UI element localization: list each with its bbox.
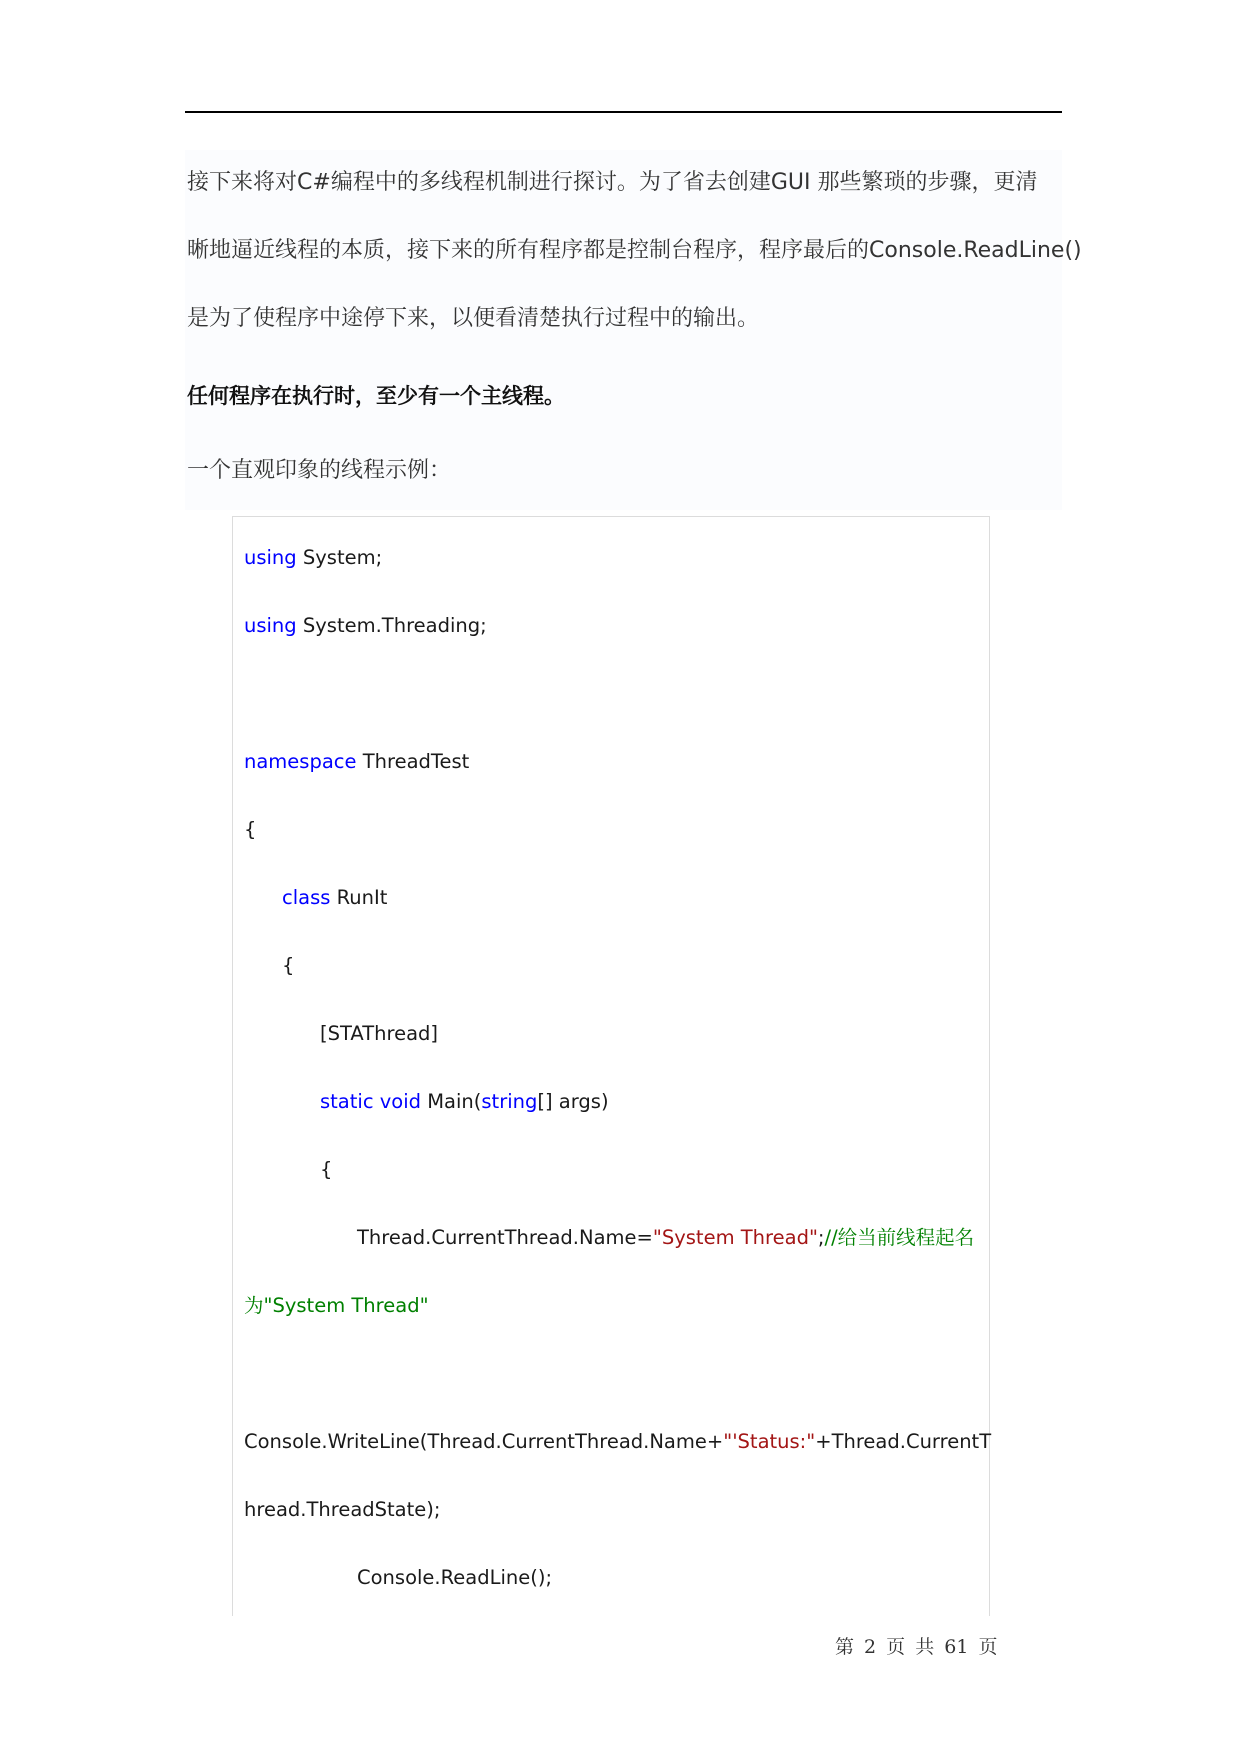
- code-comment-text: //: [824, 1226, 838, 1249]
- code-string: "'Status:": [723, 1430, 816, 1453]
- code-text: +Thread.CurrentT: [815, 1430, 992, 1453]
- intro-text-latin: C#: [297, 170, 331, 195]
- code-line-3: [244, 748, 469, 776]
- code-keyword: static: [320, 1090, 374, 1113]
- intro-line-2: [187, 236, 1082, 266]
- code-text: System.Threading;: [296, 614, 487, 637]
- code-text: Console.WriteLine(Thread.CurrentThread.Name+: [244, 1430, 724, 1453]
- code-text: [] args): [537, 1090, 609, 1113]
- code-string: "System Thread": [652, 1226, 818, 1249]
- code-line-13: hread.ThreadState);: [244, 1498, 441, 1521]
- code-text: RunIt: [330, 886, 388, 909]
- code-line-7: [STAThread]: [320, 1022, 438, 1045]
- code-line-10: [357, 1224, 974, 1252]
- code-keyword: namespace: [244, 750, 357, 773]
- header-rule: [185, 111, 1062, 113]
- code-comment: [244, 1294, 429, 1317]
- example-label: 一个直观印象的线程示例：: [187, 458, 452, 483]
- code-comment-text: "System Thread": [263, 1294, 429, 1317]
- code-line-2: [244, 612, 487, 640]
- intro-line-1: [187, 168, 1037, 198]
- code-comment-text: 为: [244, 1294, 264, 1317]
- code-text: Thread.CurrentThread.Name=: [357, 1226, 653, 1249]
- code-keyword: using: [244, 546, 297, 569]
- code-keyword: void: [379, 1090, 422, 1113]
- code-line-4: {: [244, 818, 257, 841]
- intro-line-3: 是为了使程序中途停下来，以便看清楚执行过程中的输出。: [187, 306, 760, 331]
- code-comment-text: 给当前线程起名: [837, 1226, 975, 1249]
- intro-text: 编程中的多线程机制进行探讨。为了省去创建: [330, 170, 771, 195]
- code-line-1: [244, 544, 382, 572]
- code-line-11: [244, 1292, 429, 1320]
- code-line-8: [320, 1088, 609, 1116]
- code-line-6: {: [282, 954, 295, 977]
- code-line-14: Console.ReadLine();: [357, 1566, 553, 1589]
- intro-text: 接下来将对: [187, 170, 298, 195]
- code-text: ThreadTest: [356, 750, 470, 773]
- intro-text: 晰地逼近线程的本质，接下来的所有程序都是控制台程序，程序最后的: [187, 238, 870, 263]
- intro-text-latin: GUI: [770, 170, 811, 195]
- intro-text: 那些繁琐的步骤，更清: [817, 170, 1038, 195]
- code-line-5: [282, 884, 387, 912]
- code-keyword: string: [481, 1090, 538, 1113]
- page-number: 第 2 页 共 61 页: [835, 1636, 998, 1658]
- bold-statement: 任何程序在执行时，至少有一个主线程。: [187, 384, 565, 408]
- code-line-9: {: [320, 1158, 333, 1181]
- code-text: ;: [817, 1226, 825, 1249]
- intro-text-latin: Console.ReadLine(): [869, 238, 1082, 263]
- code-text: System;: [296, 546, 383, 569]
- code-comment: [825, 1226, 975, 1249]
- code-line-12: [244, 1428, 991, 1456]
- code-keyword: using: [244, 614, 297, 637]
- code-keyword: class: [282, 886, 331, 909]
- code-text: Main(: [421, 1090, 482, 1113]
